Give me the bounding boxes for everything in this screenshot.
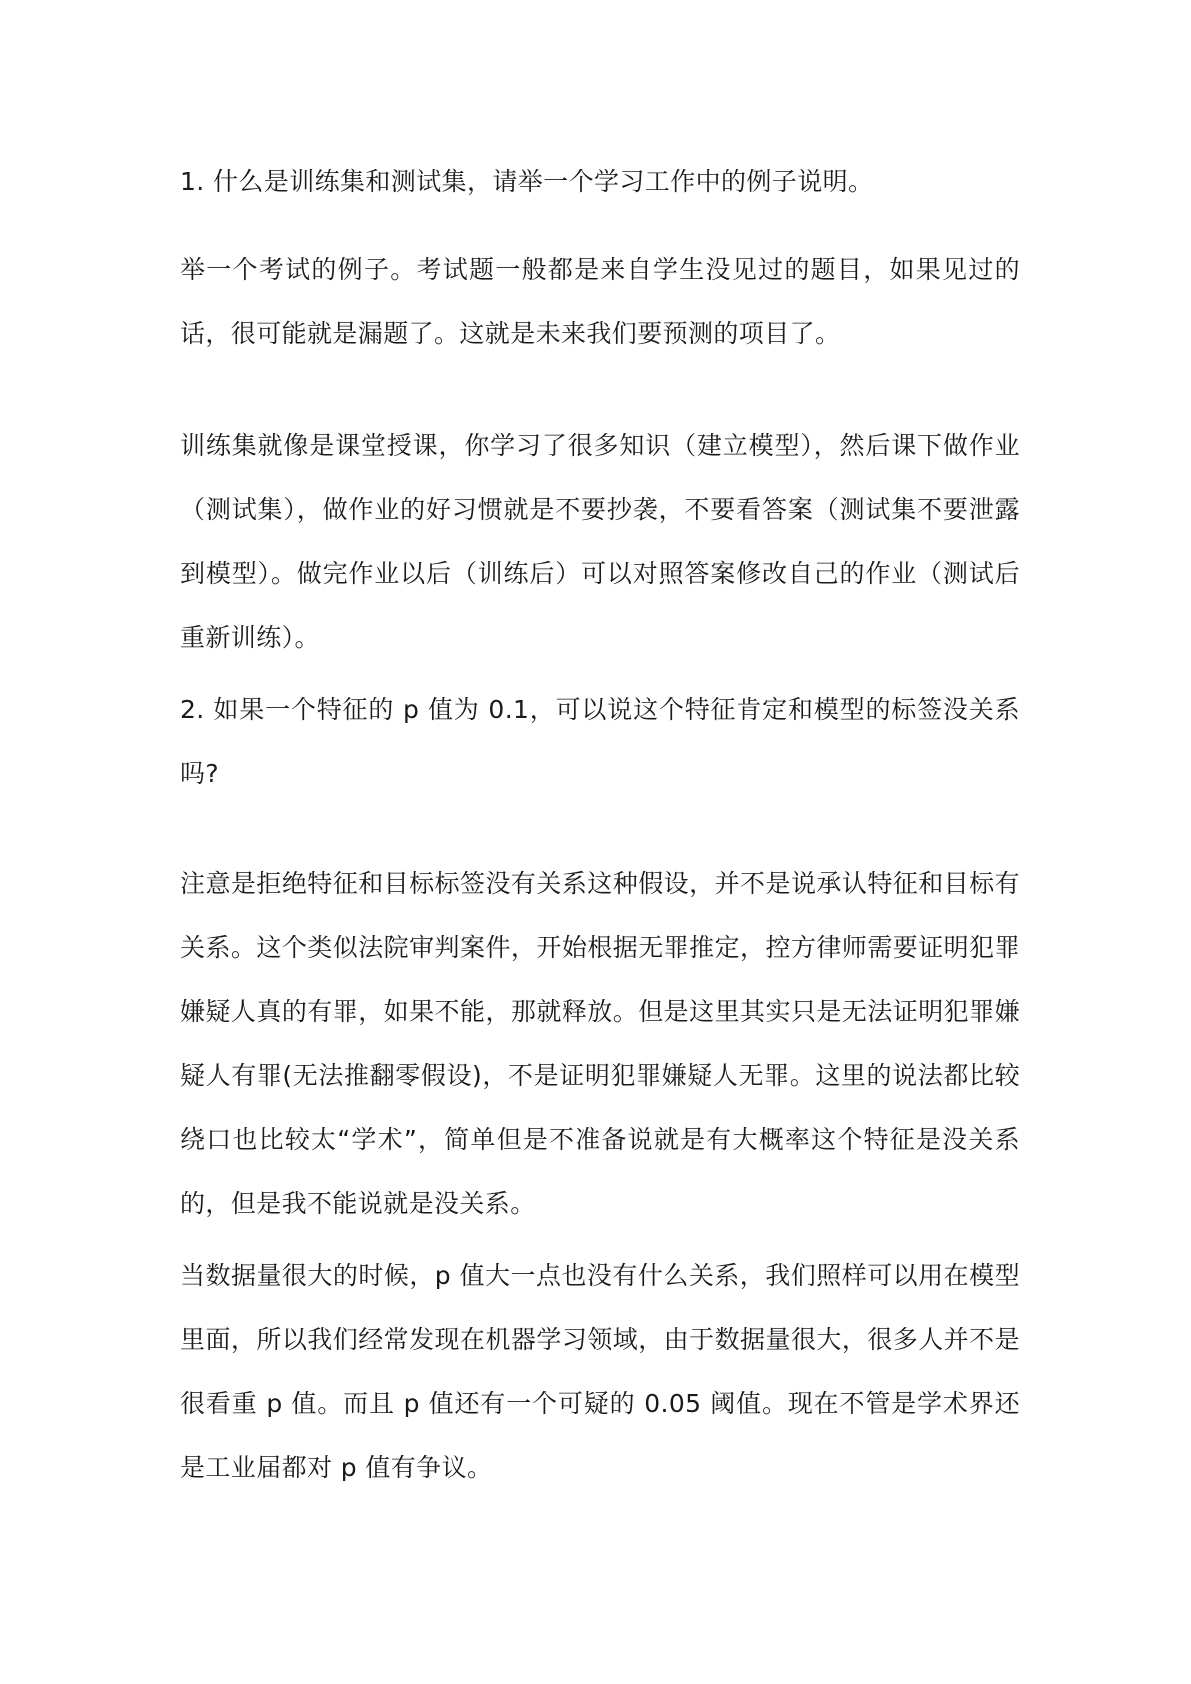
question-1: 1. 什么是训练集和测试集，请举一个学习工作中的例子说明。	[180, 167, 874, 196]
answer-1-paragraph-1: 举一个考试的例子。考试题一般都是来自学生没见过的题目，如果见过的话，很可能就是漏题了。这就是未来我们要预测的项目了。	[180, 255, 1020, 348]
answer-2-paragraph-2: 当数据量很大的时候，p 值大一点也没有什么关系，我们照样可以用在模型里面，所以我们经常发现在机器学习领域，由于数据量很大，很多人并不是很看重 p 值。而且 p 值还有一个可疑的 0.05 阈值。现在不管是学术界还是工业届都对 p 值有争议。	[180, 1261, 1020, 1482]
question-2: 2. 如果一个特征的 p 值为 0.1，可以说这个特征肯定和模型的标签没关系吗?	[180, 695, 1020, 788]
answer-2-paragraph-1: 注意是拒绝特征和目标标签没有关系这种假设，并不是说承认特征和目标有关系。这个类似法院审判案件，开始根据无罪推定，控方律师需要证明犯罪嫌疑人真的有罪，如果不能，那就释放。但是这里其实只是无法证明犯罪嫌疑人有罪(无法推翻零假设)，不是证明犯罪嫌疑人无罪。这里的说法都比较绕口也比较太“学术”，简单但是不准备说就是有大概率这个特征是没关系的，但是我不能说就是没关系。	[180, 869, 1020, 1218]
answer-1-paragraph-2: 训练集就像是课堂授课，你学习了很多知识（建立模型），然后课下做作业（测试集），做作业的好习惯就是不要抄袭，不要看答案（测试集不要泄露到模型）。做完作业以后（训练后）可以对照答案修改自己的作业（测试后重新训练）。	[180, 431, 1020, 652]
